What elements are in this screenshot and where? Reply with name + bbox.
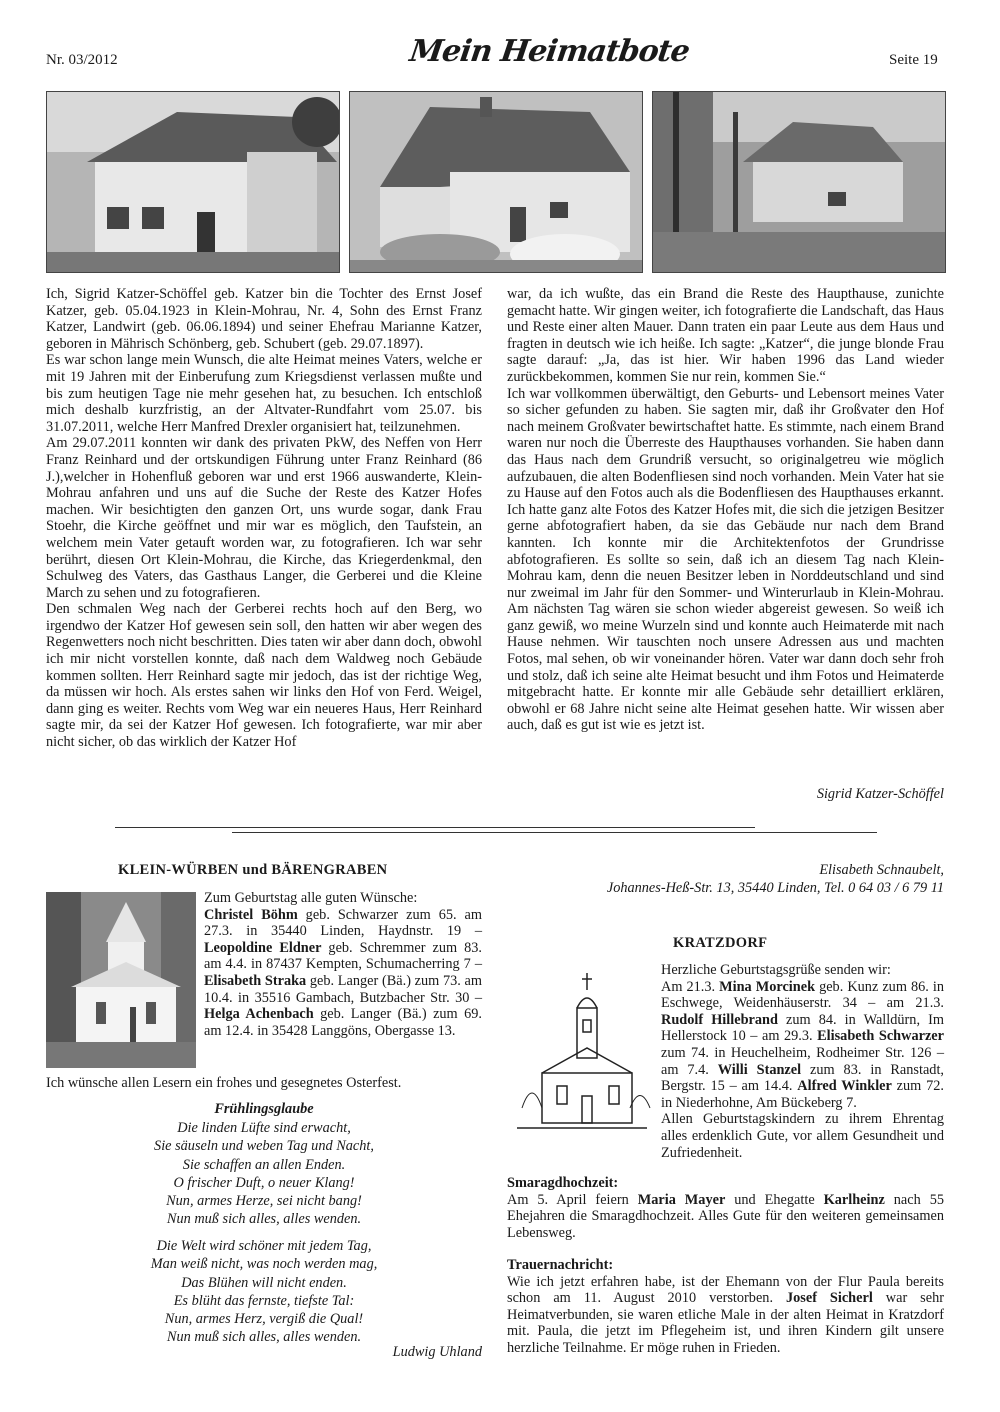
article-column-1	[46, 286, 482, 751]
trauer-heading: Trauernachricht:	[507, 1257, 614, 1273]
poem-stanza-1	[46, 1119, 482, 1229]
birthday-detail: geb. Langer (Bä.) zum 69. am 12.4. in 35428 Langgöns, Obergasse 13.	[204, 1006, 482, 1039]
chapel-photo	[46, 892, 196, 1068]
birthday-name: Alfred Winkler	[797, 1078, 892, 1095]
poem-title: Frühlingsglaube	[214, 1101, 314, 1117]
poem-line: Nun muß sich alles, alles wenden.	[166, 1329, 362, 1346]
separator-rule	[115, 827, 755, 828]
poem-line: Sie säuseln und weben Tag und Nacht,	[154, 1138, 374, 1155]
poem-line: Das Blühen will nicht enden.	[181, 1274, 347, 1291]
separator-rule	[232, 832, 877, 833]
birthday-detail: geb. Schremmer zum 83. am 4.4. in 87437 Kempten, Schumacherring 7 –	[204, 939, 482, 973]
birthday-detail: zum 84. in Walldürn, Im Hellerstock 10 – am 29.3.	[661, 1011, 944, 1045]
issue-number: Nr. 03/2012	[46, 52, 118, 68]
birthday-name: Elisabeth Schwarzer	[817, 1028, 944, 1045]
birthday-name: Willi Stanzel	[717, 1061, 802, 1078]
birthday-detail: zum 83. in Ranstadt, Bergstr. 15 – am 14.4.	[661, 1061, 944, 1095]
article-paragraph: Den schmalen Weg nach der Gerberei rechts hoch auf den Berg, wo irgendwo der Katzer Hof gewesen sein soll, den hatten wir aber wegen des Regenwetters noch nicht beschritten. Dies taten wir aber dann doch, obwohl ich mir nicht vorstellen konnte, daß nach dem Waldweg noch Gebäude kommen sollten. Herr Reinhard sagte mir jedoch, das ist der richtige Weg, da müssen wir hoch. Als erstes sahen wir links den Hof von Ferd. Weigel, dann ging es weiter. Rechts vom Weg war ein neueres Haus, Herr Reinhard sagte mir, da sei der Katzer Hof gewesen. Ich fotografierte, war mir aber nicht sicher, ob das wirklich der Katzer Hof	[46, 601, 482, 751]
birthday-name: Helga Achenbach	[204, 1006, 314, 1023]
house-photo-side	[349, 91, 643, 273]
smaragd-text: Am 5. April feiern	[507, 1191, 638, 1208]
kratzdorf-birthdays	[661, 962, 944, 1161]
section-heading-kratzdorf: KRATZDORF	[673, 935, 768, 951]
article-column-2	[507, 286, 944, 734]
smaragd-heading: Smaragdhochzeit:	[507, 1175, 619, 1191]
poem-line: Nun, armes Herze, sei nicht bang!	[166, 1193, 362, 1210]
poem-line: Nun muß sich alles, alles wenden.	[166, 1211, 362, 1228]
smaragd-section	[507, 1175, 944, 1241]
poem-line: Die linden Lüfte sind erwacht,	[177, 1120, 351, 1136]
contact-address: Johannes-Heß-Str. 13, 35440 Linden, Tel. 0 64 03 / 6 79 11	[606, 880, 944, 896]
poem-line: O frischer Duft, o neuer Klang!	[173, 1174, 355, 1191]
trauer-text: war sehr Heimatverbunden, sie waren etliche Male in der alten Heimat in Kratzdorf mit. Paula, die jetzt im Pflegeheim ist, und ihren Kindern gilt unsere herzliche Teilnahme. Er möge ruhen in Frieden.	[507, 1290, 944, 1356]
birthday-detail: zum 74. in Heuchelheim, Rodheimer Str. 126 – am 7.4.	[661, 1044, 944, 1078]
poem-line: Sie schaffen an allen Enden.	[182, 1156, 346, 1173]
birthday-detail: geb. Kunz zum 86. in Eschwege, Weidenhäuserstr. 34 – am 21.3.	[661, 978, 944, 1012]
page-number: Seite 19	[889, 52, 938, 68]
masthead-logo: Mein Heimatbote	[407, 34, 692, 69]
easter-wish: Ich wünsche allen Lesern ein frohes und gesegnetes Osterfest.	[46, 1075, 402, 1091]
birthday-name: Leopoldine Eldner	[204, 939, 322, 956]
smaragd-text: nach 55 Ehejahren die Smaragdhochzeit. Alles Gute für den weiteren gemeinsamen Lebensweg.	[507, 1191, 944, 1241]
poem-stanza-2	[46, 1237, 482, 1347]
poem-line: Nun, armes Herz, vergiß die Qual!	[164, 1311, 364, 1328]
person-name: Karlheinz	[823, 1191, 885, 1208]
house-photo-trees	[652, 91, 946, 273]
poem-line: Die Welt wird schöner mit jedem Tag,	[156, 1238, 372, 1254]
smaragd-text: und Ehegatte	[725, 1191, 824, 1208]
kleinwuerben-birthdays	[204, 890, 482, 1039]
birthday-detail: zum 72. in Niederhohne, Am Bückeberg 7.	[661, 1078, 944, 1111]
birthday-name: Christel Böhm	[204, 906, 298, 923]
birthday-detail: Am 21.3.	[661, 978, 720, 995]
church-drawing	[512, 968, 652, 1143]
house-photo-front	[46, 91, 340, 273]
birthday-name: Elisabeth Straka	[204, 972, 307, 989]
birthday-name: Rudolf Hillebrand	[661, 1011, 778, 1028]
section-heading-kleinwuerben: KLEIN-WÜRBEN und BÄRENGRABEN	[118, 862, 388, 878]
article-paragraph: war, da ich wußte, das ein Brand die Reste des Haupthause, zunichte gemacht hatte. Wir gingen weiter, ich fotografierte die Landschaft, das Haus und Reste einer alten Mauer. Dann traten ein paar Leute aus dem Haus und fragten in deutsch wie ich heiße. Ich sagte: „Katzer“, die junge blonde Frau sagte darauf: „Ja, das ist hier. Wir haben 1996 das Land wieder zurückbekommen, kommen Sie nur rein, kommen Sie.“	[507, 286, 944, 385]
person-name: Josef Sicherl	[785, 1290, 873, 1307]
trauer-text: Wie ich jetzt erfahren habe, ist der Ehemann von der Flur Paula bereits schon am 11. August 2010 verstorben.	[507, 1273, 944, 1307]
birthday-detail: geb. Schwarzer zum 65. am 27.3. in 35440 Linden, Haydnstr. 19 –	[204, 906, 482, 940]
trauer-section	[507, 1257, 944, 1357]
birthday-intro: Zum Geburtstag alle guten Wünsche:	[204, 890, 418, 906]
poem-author: Ludwig Uhland	[392, 1344, 482, 1360]
article-paragraph: Es war schon lange mein Wunsch, die alte Heimat meines Vaters, welche er mit 19 Jahren mit der Einberufung zum Kriegsdienst verlassen mußte und bis zum heutigen Tage nie mehr gesehen hat, zu besuchen. Ich entschloß mich deshalb kurzfristig, an der Altvater-Rundfahrt vom 25.07. bis 31.07.2011, welche Herr Manfred Drexler organisiert hat, teilzunehmen.	[46, 352, 482, 435]
kratzdorf-closing: Allen Geburtstagskindern zu ihrem Ehrentag alles erdenklich Gute, vor allem Gesundheit und Zufriedenheit.	[661, 1111, 944, 1161]
article-paragraph: Am 29.07.2011 konnten wir dank des privaten PkW, des Neffen von Herr Franz Reinhard und der ortskundigen Führung unter Franz Reinhard (86 J.),welcher in Hohenfluß geboren war und erst 1966 auswanderte, Klein-Mohrau anfahren und uns auf die Suche der Reste des Katzer Hofes machen. Wir besichtigten den ganzen Ort, uns wurde sogar, dank Frau Stoehr, die Kirche geöffnet und mir war es möglich, den Taufstein, an welchem mein Vater getauft worden war, zu fotografieren. Ich war sehr berührt, diesen Ort Klein-Mohrau, die Kirche, das Kriegerdenkmal, den Schulweg des Vaters, das Gasthaus Langer, die Gerberei und die Kleine March zu sehen und zu fotografieren.	[46, 435, 482, 601]
article-signature: Sigrid Katzer-Schöffel	[816, 786, 944, 802]
birthday-intro: Herzliche Geburtstagsgrüße senden wir:	[661, 962, 891, 978]
birthday-detail: geb. Langer (Bä.) zum 73. am 10.4. in 35516 Gambach, Butzbacher Str. 30 –	[204, 972, 482, 1006]
birthday-name: Mina Morcinek	[719, 978, 816, 995]
person-name: Maria Mayer	[637, 1191, 726, 1208]
poem-line: Man weiß nicht, was noch werden mag,	[150, 1256, 378, 1273]
poem-line: Es blüht das fernste, tiefste Tal:	[173, 1292, 355, 1309]
contact-name: Elisabeth Schnaubelt,	[819, 862, 944, 878]
article-paragraph: Ich war vollkommen überwältigt, den Geburts- und Lebensort meines Vater so sicher gefunden zu haben. Sie sagten mir, daß ihr Großvater den Hof nach meinem Großvater bewirtschaftet hatte. Es stimmte, nach einem Brand waren nur noch die Überreste des Haupthauses vorhanden. Sie haben dann das Haus nach dem Grundriß versucht, so originalgetreu wie möglich aufzubauen, die alten Bodenfliesen sind noch vorhanden. Mein Vater hat sie zu Hause auf den Fotos auch als die Bodenfliesen des Haupthauses erkannt. Ich hatte ganz alte Fotos des Katzer Hofes mit, die sich die jetzigen Besitzer gerne abfotografiert haben, da sie das Gebäude nur nach dem Brand kannten. Ich konnte mir die Architektenfotos der Grundrisse abfotografieren. Es sollte so sein, daß ich an diesem Tag nach Klein-Mohrau kam, denn die neuen Besitzer leben in Norddeutschland und sind nur zweimal im Jahr für den Sommer- und Winterurlaub in Klein-Mohrau. Am nächsten Tag wären sie schon wieder abgereist gewesen. So weiß ich ganz gewiß, wo meine Wurzeln sind und konnte auch Heimaterde mit nach Hause nehmen. Wir tauschten noch unsere Adressen aus und machten Fotos, mal sehen, ob wir voneinander hören. Vater war dann doch sehr froh und stolz, daß ich seine alte Heimat besucht und ihm Fotos und Heimaterde mitgebracht hatte. Er konnte mir alle Gebäude sehr detailliert erklären, obwohl er 68 Jahre nicht seine alte Heimat gesehen hatte. Wir wissen aber auch, daß es gut ist wie es jetzt ist.	[507, 385, 944, 734]
article-paragraph: Ich, Sigrid Katzer-Schöffel geb. Katzer bin die Tochter des Ernst Josef Katzer, geb. 05.04.1923 in Klein-Mohrau, Nr. 4, Sohn des Ernst Franz Katzer, Landwirt (geb. 06.06.1894) und seiner Ehefrau Marianne Katzer, geboren in Mährisch Schönberg, geb. Schubert (geb. 29.07.1897).	[46, 286, 482, 352]
